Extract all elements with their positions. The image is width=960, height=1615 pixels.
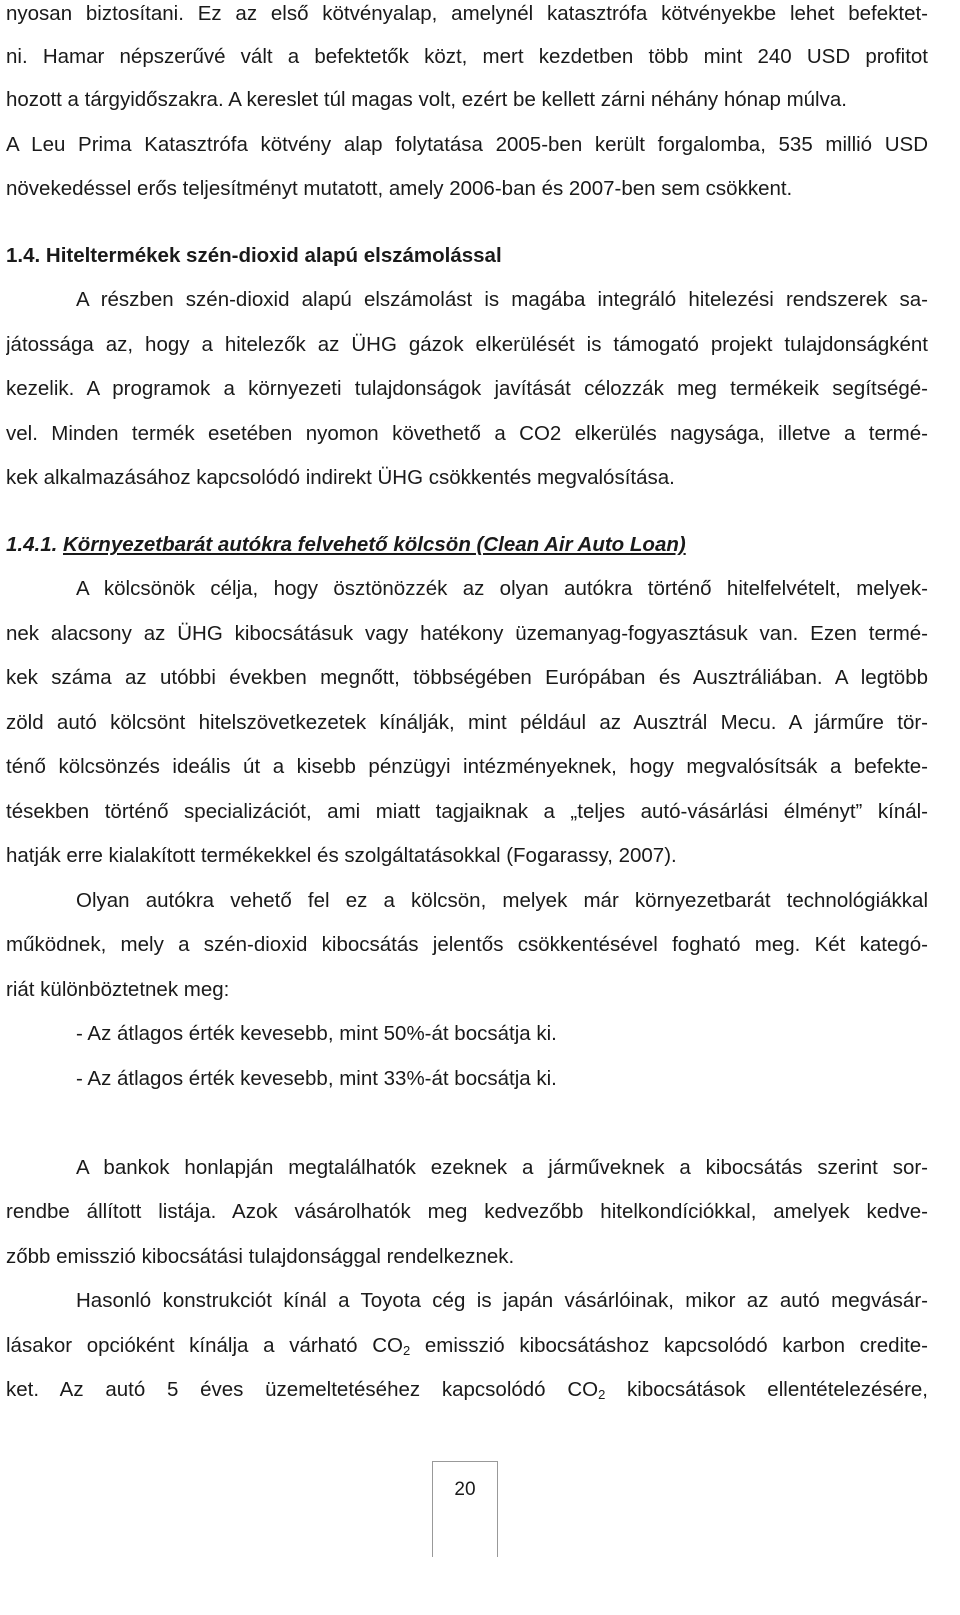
text-line: A Leu Prima Katasztrófa kötvény alap folytatása 2005-ben került forgalomba, 535 millió USD — [6, 133, 928, 156]
text-line: A kölcsönök célja, hogy ösztönözzék az olyan autókra történő hitelfelvételt, melyek- — [76, 577, 928, 600]
text-fragment: emisszió kibocsátáshoz kapcsolódó karbon credite- — [410, 1334, 928, 1357]
subsection-title: Környezetbarát autókra felvehető kölcsön (Clean Air Auto Loan) — [63, 533, 686, 556]
text-fragment: lásakor opcióként kínálja a várható CO — [6, 1334, 403, 1357]
text-line: riát különböztetnek meg: — [6, 978, 230, 1001]
text-line: kek száma az utóbbi években megnőtt, többségében Európában és Ausztráliában. A legtöbb — [6, 666, 928, 689]
text-line: zőbb emisszió kibocsátási tulajdonsággal rendelkeznek. — [6, 1245, 515, 1268]
text-line: A részben szén-dioxid alapú elszámolást is magába integráló hitelezési rendszerek sa- — [76, 288, 928, 311]
text-line: kek alkalmazásához kapcsolódó indirekt ÜHG csökkentés megvalósítása. — [6, 466, 675, 489]
text-line: hatják erre kialakított termékekkel és szolgáltatásokkal (Fogarassy, 2007). — [6, 844, 677, 867]
text-line: nyosan biztosítani. Ez az első kötvényalap, amelynél katasztrófa kötvényekbe lehet befektet- — [6, 2, 928, 25]
text-line: A bankok honlapján megtalálhatók ezeknek a járműveknek a kibocsátás szerint sor- — [76, 1156, 928, 1179]
subscript: 2 — [403, 1343, 411, 1358]
text-line — [6, 1376, 928, 1404]
subsection-heading — [6, 531, 686, 559]
text-line: nek alacsony az ÜHG kibocsátásuk vagy hatékony üzemanyag-fogyasztásuk van. Ezen termé- — [6, 622, 928, 645]
text-line: zöld autó kölcsönt hitelszövetkezetek kínálják, mint például az Ausztrál Mecu. A járműre tör- — [6, 711, 928, 734]
text-line: játossága az, hogy a hitelezők az ÜHG gázok elkerülését is támogató projekt tulajdonságként — [6, 333, 928, 356]
subsection-number: 1.4.1. — [6, 533, 58, 556]
text-line: növekedéssel erős teljesítményt mutatott, amely 2006-ban és 2007-ben sem csökkent. — [6, 177, 793, 200]
text-line: működnek, mely a szén-dioxid kibocsátás jelentős csökkentésével fogható meg. Két kategó- — [6, 933, 928, 956]
text-line: ni. Hamar népszerűvé vált a befektetők közt, mert kezdetben több mint 240 USD profitot — [6, 45, 928, 68]
list-item: - Az átlagos érték kevesebb, mint 33%-át bocsátja ki. — [76, 1067, 557, 1090]
page-number-box — [432, 1461, 498, 1557]
text-line: tésekben történő specializációt, ami miatt tagjaiknak a „teljes autó-vásárlási élményt” kínál- — [6, 800, 928, 823]
text-fragment: kibocsátások ellentételezésére, — [605, 1378, 928, 1401]
page-number: 20 — [454, 1479, 476, 1500]
text-line: vel. Minden termék esetében nyomon követhető a CO2 elkerülés nagysága, illetve a termé- — [6, 422, 928, 445]
text-line: ténő kölcsönzés ideális út a kisebb pénzügyi intézményeknek, hogy megvalósítsák a befekte- — [6, 755, 928, 778]
text-line: hozott a tárgyidőszakra. A kereslet túl magas volt, ezért be kellett zárni néhány hónap múlva. — [6, 88, 847, 111]
text-fragment: ket. Az autó 5 éves üzemeltetéséhez kapcsolódó CO — [6, 1378, 599, 1401]
text-line: Olyan autókra vehető fel ez a kölcsön, melyek már környezetbarát technológiákkal — [76, 889, 928, 912]
section-heading: 1.4. Hiteltermékek szén-dioxid alapú elszámolással — [6, 244, 502, 267]
text-line — [6, 1332, 928, 1360]
text-line: kezelik. A programok a környezeti tulajdonságok javítását célozzák meg termékeik segítségé- — [6, 377, 928, 400]
text-line: rendbe állított listája. Azok vásárolhatók meg kedvezőbb hitelkondíciókkal, amelyek kedve- — [6, 1200, 928, 1223]
subscript: 2 — [598, 1387, 606, 1402]
text-line: Hasonló konstrukciót kínál a Toyota cég is japán vásárlóinak, mikor az autó megvásár- — [76, 1289, 928, 1312]
list-item: - Az átlagos érték kevesebb, mint 50%-át bocsátja ki. — [76, 1022, 557, 1045]
